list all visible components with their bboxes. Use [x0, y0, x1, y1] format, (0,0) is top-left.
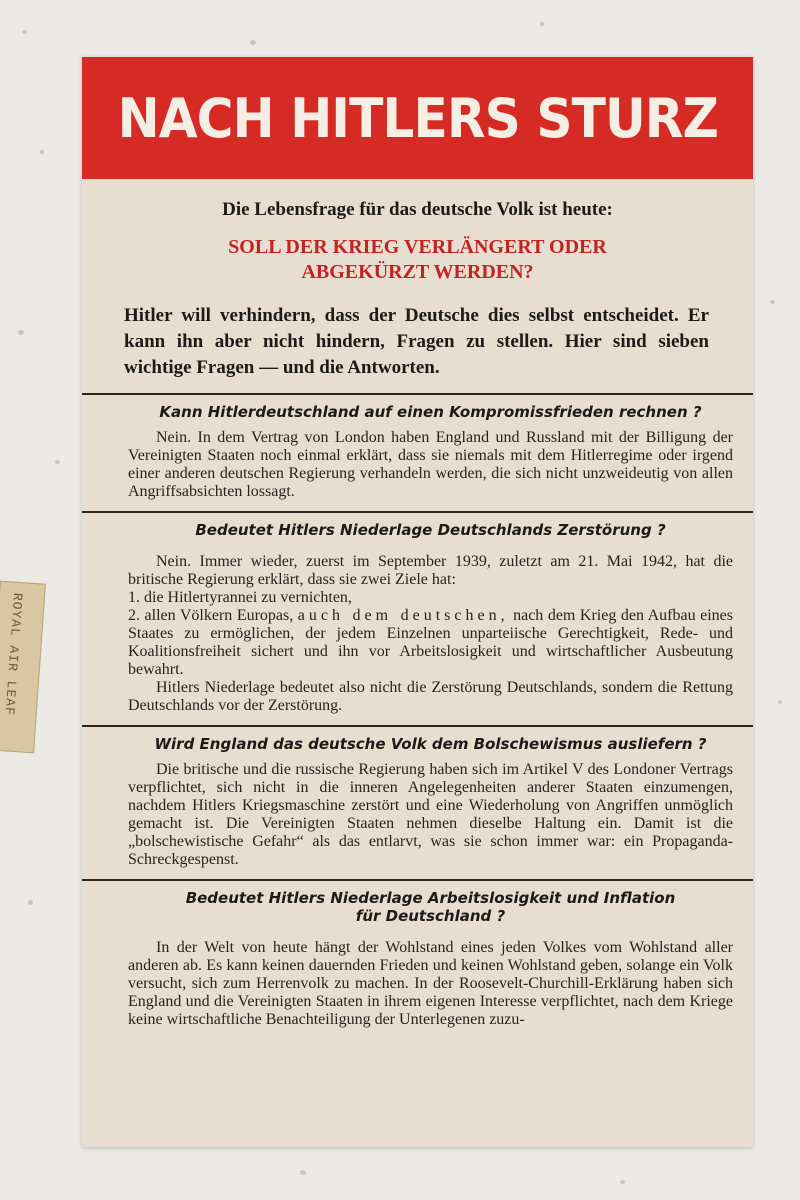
intro-block	[82, 179, 753, 387]
paper-speck	[22, 30, 27, 34]
answer-list-item: 1. die Hitlertyrannei zu vernichten,	[128, 589, 352, 606]
answer-text: Hitlers Niederlage bedeutet also nicht die Zerstörung Deutschlands, sondern die Rettung Deutschlands vor der Zerstörung.	[128, 679, 733, 714]
question-heading-line1: Bedeutet Hitlers Niederlage Arbeitslosigkeit und Inflation	[185, 889, 676, 907]
red-heading-line1: SOLL DER KRIEG VERLÄNGERT ODER	[228, 236, 607, 258]
answer-list-item	[128, 607, 733, 679]
paper-speck	[250, 40, 256, 45]
question-section-3	[82, 727, 753, 879]
intro-question: Die Lebensfrage für das deutsche Volk ist heute:	[222, 199, 613, 220]
side-paper-scrap	[0, 581, 46, 754]
title-banner	[82, 57, 753, 179]
paper-speck	[778, 700, 782, 704]
paper-speck	[620, 1180, 625, 1184]
question-heading: Wird England das deutsche Volk dem Bolschewismus ausliefern ?	[154, 735, 707, 753]
question-section-1	[82, 395, 753, 511]
question-heading: Kann Hitlerdeutschland auf einen Kompromissfrieden rechnen ?	[159, 403, 702, 421]
question-heading-line2: für Deutschland ?	[355, 907, 506, 925]
answer-text: In der Welt von heute hängt der Wohlstand eines jeden Volkes vom Wohlstand aller anderen ab. Es kann keinen dauernden Frieden und keinen Wohlstand geben, solange ein Volk versucht, sich zum Herrenvolk zu machen. In der Roosevelt-Churchill-Erklärung haben sich England und die Vereinigten Staaten in ihrem eigenen Interesse verpflichtet, nach dem Kriege keine wirtschaftliche Benachteiligung der Unterlegenen zuzu-	[128, 939, 733, 1028]
list-item-start: 2. allen Völkern Europas,	[128, 607, 294, 624]
question-heading	[128, 889, 733, 925]
paper-speck	[18, 330, 24, 335]
answer-text: Die britische und die russische Regierung haben sich im Artikel V des Londoner Vertrags verpflichtet, sich nicht in die inneren Angelegenheiten anderer Staaten einzumengen, nachdem Hitlers Kriegsmaschine zerstört und eine Wiederholung von Angriffen unmöglich gemacht ist. Die Vereinigten Staaten nehmen dieselbe Haltung ein. Damit ist die „bolschewistische Gefahr“ als das entlarvt, was sie schon immer war: ein Propaganda-Schreckgespenst.	[128, 761, 733, 868]
list-item-rest: nach dem Krieg den Aufbau eines Staates zu ermöglichen, der jedem Einzelnen unparteiische Gerechtigkeit, Rede- und Koalitionsfreiheit sichert und ihn vor Arbeitslosigkeit und wirtschaftlicher Ausbeutung bewahrt.	[128, 607, 733, 678]
intro-lead-text: Hitler will verhindern, dass der Deutsche dies selbst entscheidet. Er kann ihn aber nicht hindern, Fragen zu stellen. Hier sind sieben wichtige Fragen — und die Antworten.	[124, 305, 709, 378]
leaflet	[82, 57, 753, 1147]
paper-speck	[40, 150, 44, 154]
answer-text: Nein. Immer wieder, zuerst im September 1939, zuletzt am 21. Mai 1942, hat die britische Regierung erklärt, dass sie zwei Ziele hat:	[128, 553, 733, 588]
paper-speck	[300, 1170, 306, 1175]
question-section-4	[82, 881, 753, 1039]
question-section-2	[82, 513, 753, 725]
paper-speck	[28, 900, 33, 905]
leaflet-title: NACH HITLERS STURZ	[117, 86, 718, 150]
question-heading: Bedeutet Hitlers Niederlage Deutschlands Zerstörung ?	[195, 521, 666, 539]
list-item-spaced-text: auch dem deutschen,	[297, 607, 509, 624]
side-scrap-text: ROYAL AIR LEAF	[1, 592, 26, 717]
paper-speck	[770, 300, 775, 304]
paper-speck	[55, 460, 60, 464]
answer-text: Nein. In dem Vertrag von London haben England und Russland mit der Billigung der Vereinigten Staaten noch einmal erklärt, dass sie niemals mit dem Hitlerregime oder irgend einer anderen deutschen Regierung verhandeln werden, die sich nicht unzweideutig von allen Angriffsabsichten lossagt.	[128, 429, 733, 500]
intro-red-heading	[112, 235, 723, 285]
paper-speck	[540, 22, 544, 26]
red-heading-line2: ABGEKÜRZT WERDEN?	[301, 261, 534, 283]
